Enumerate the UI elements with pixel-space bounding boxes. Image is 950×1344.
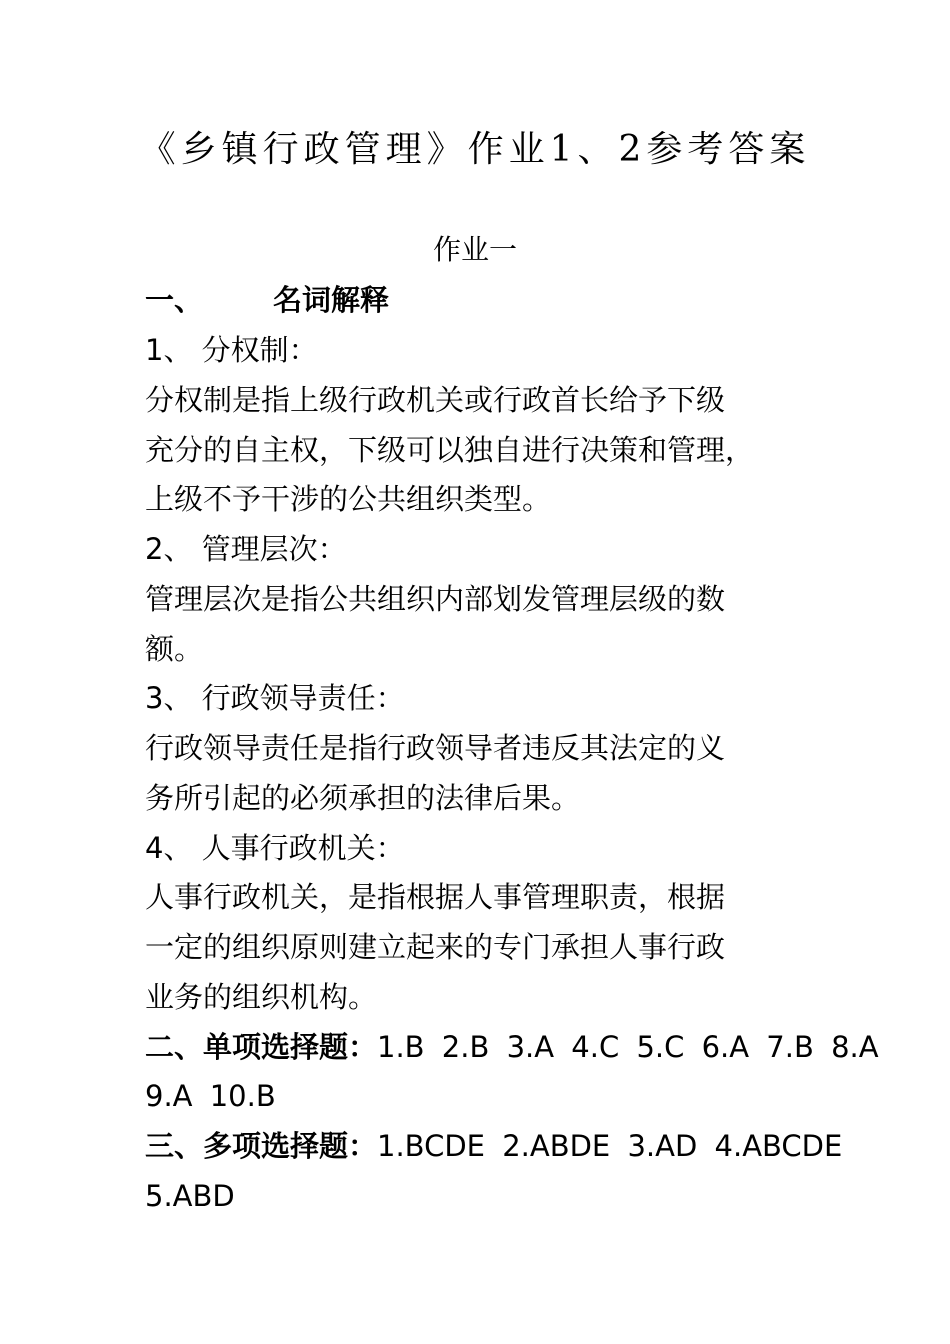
definition-3-line-1: 行政领导责任是指行政领导者违反其法定的义 xyxy=(145,731,726,765)
part1-number: 一、 xyxy=(145,283,204,317)
definition-2-line-1: 管理层次是指公共组织内部划发管理层级的数 xyxy=(145,582,726,616)
part2-line-1 xyxy=(145,1025,879,1069)
part1-heading: 名词解释 xyxy=(273,283,390,317)
definition-3-line-2: 务所引起的必须承担的法律后果。 xyxy=(145,781,581,815)
definition-4-line-1: 人事行政机关，是指根据人事管理职责，根据 xyxy=(145,880,726,914)
term-2: 2、 管理层次： xyxy=(145,532,347,566)
definition-4-line-2: 一定的组织原则建立起来的专门承担人事行政 xyxy=(145,930,726,964)
document-title: 《乡镇行政管理》作业1、2参考答案 xyxy=(139,129,811,170)
part2-answers-1: 1.B 2.B 3.A 4.C 5.C 6.A 7.B 8.A xyxy=(377,1030,879,1064)
definition-2-line-2: 额。 xyxy=(145,632,204,666)
term-3: 3、 行政领导责任： xyxy=(145,681,405,715)
part3-answers-2: 5.ABD xyxy=(145,1179,235,1213)
term-1: 1、 分权制： xyxy=(145,333,318,367)
part2-heading: 二、单项选择题： xyxy=(145,1030,378,1064)
section-title: 作业一 xyxy=(432,233,517,266)
definition-1-line-1: 分权制是指上级行政机关或行政首长给予下级 xyxy=(145,383,726,417)
part1-heading-line xyxy=(145,278,389,322)
part2-answers-2: 9.A 10.B xyxy=(145,1079,276,1113)
definition-4-line-3: 业务的组织机构。 xyxy=(145,980,378,1014)
part3-answers-1: 1.BCDE 2.ABDE 3.AD 4.ABCDE xyxy=(377,1129,843,1163)
definition-1-line-2: 充分的自主权，下级可以独自进行决策和管理， xyxy=(145,433,755,467)
part3-heading: 三、多项选择题： xyxy=(145,1129,378,1163)
term-4: 4、 人事行政机关： xyxy=(145,831,405,865)
part3-line-1 xyxy=(145,1124,842,1168)
definition-1-line-3: 上级不予干涉的公共组织类型。 xyxy=(145,482,552,516)
